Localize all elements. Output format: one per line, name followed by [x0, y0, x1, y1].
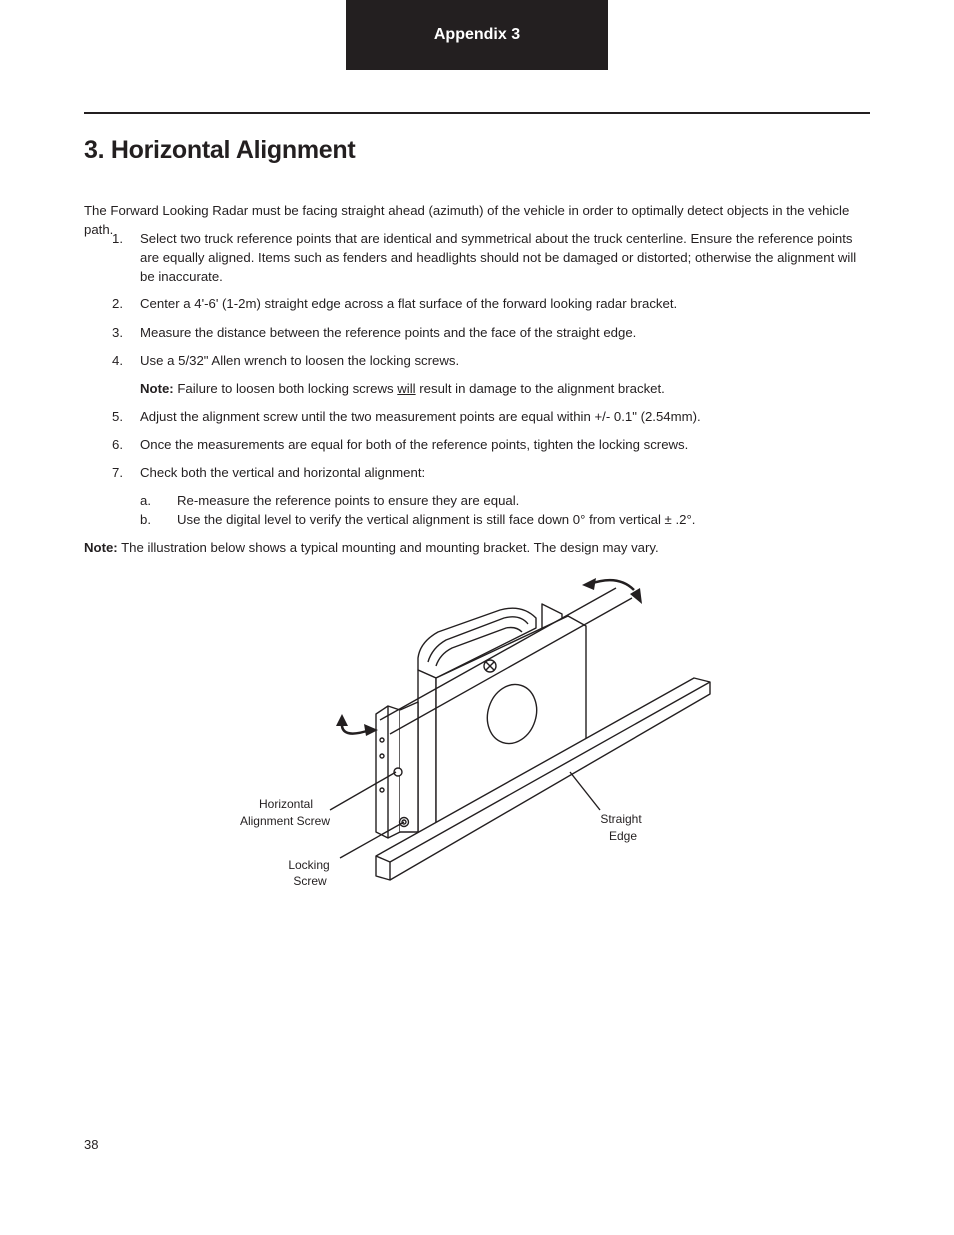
- note-emphasis: will: [397, 381, 416, 396]
- step-number: 3.: [112, 325, 123, 340]
- substep-letter: a.: [140, 493, 151, 508]
- note-label: Note:: [84, 540, 118, 555]
- step4-note: [140, 379, 860, 398]
- intro-paragraph: The Forward Looking Radar must be facing straight ahead (azimuth) of the vehicle in order to optimally detect objects in the vehicle path.: [84, 203, 850, 237]
- step-text: Check both the vertical and horizontal alignment:: [140, 465, 426, 480]
- note-text: Failure to loosen both locking screws: [173, 381, 398, 396]
- section-title: 3. Horizontal Alignment: [84, 136, 356, 164]
- figure-note: [84, 538, 874, 557]
- leader-line: [570, 772, 600, 810]
- header-rule: [84, 112, 870, 114]
- radar-bracket-illustration: [230, 570, 730, 900]
- step-number: 1.: [112, 231, 123, 246]
- step-text: Measure the distance between the reference points and the face of the straight edge.: [140, 325, 637, 340]
- step-number: 6.: [112, 437, 123, 452]
- label-horizontal-screw: Alignment Screw: [239, 814, 331, 828]
- step-number: 7.: [112, 465, 123, 480]
- step-text: Select two truck reference points that are identical and symmetrical about the truck centerline. Ensure the reference points are equally aligned. Items such as fenders and headlights should not be damaged or distorted; otherwise the alignment will be inaccurate.: [140, 231, 857, 284]
- step-number: 2.: [112, 296, 123, 311]
- step-number: 5.: [112, 409, 123, 424]
- label-straight-edge: Edge: [608, 829, 638, 843]
- substep-text: Use the digital level to verify the vertical alignment is still face down 0° from vertical ± .2°.: [177, 512, 696, 527]
- bracket-screw: [380, 754, 384, 758]
- label-locking-screw: Screw: [293, 874, 327, 888]
- arrow-head-icon: [336, 714, 348, 726]
- substep-text: Re-measure the reference points to ensure they are equal.: [177, 493, 520, 508]
- note-text: The illustration below shows a typical mounting and mounting bracket. The design may vary.: [117, 540, 659, 555]
- step-text: Once the measurements are equal for both of the reference points, tighten the locking screws.: [140, 437, 689, 452]
- label-horizontal-screw: Horizontal: [258, 797, 314, 811]
- bracket-side: [400, 702, 418, 832]
- appendix-tab: [346, 0, 608, 70]
- note-label: Note:: [140, 381, 174, 396]
- page-number: 38: [84, 1137, 99, 1152]
- step-number: 4.: [112, 353, 123, 368]
- arrow-head-icon: [630, 588, 642, 604]
- step-text: Use a 5/32" Allen wrench to loosen the locking screws.: [140, 353, 460, 368]
- appendix-tab-label: Appendix 3: [433, 26, 521, 43]
- label-locking-screw: Locking: [288, 858, 330, 872]
- step-text: Adjust the alignment screw until the two measurement points are equal within +/- 0.1" (2.54mm).: [140, 409, 701, 424]
- label-straight-edge: Straight: [600, 812, 642, 826]
- step-text: Center a 4'-6' (1-2m) straight edge across a flat surface of the forward looking radar bracket.: [140, 296, 678, 311]
- substep-letter: b.: [140, 512, 151, 527]
- rotate-arrow-arc: [590, 580, 634, 590]
- radar-box-side: [418, 670, 436, 840]
- bracket-screw: [380, 738, 384, 742]
- note-text: result in damage to the alignment bracket.: [415, 381, 665, 396]
- arrow-head-icon: [582, 578, 596, 590]
- bracket-screw: [380, 788, 384, 792]
